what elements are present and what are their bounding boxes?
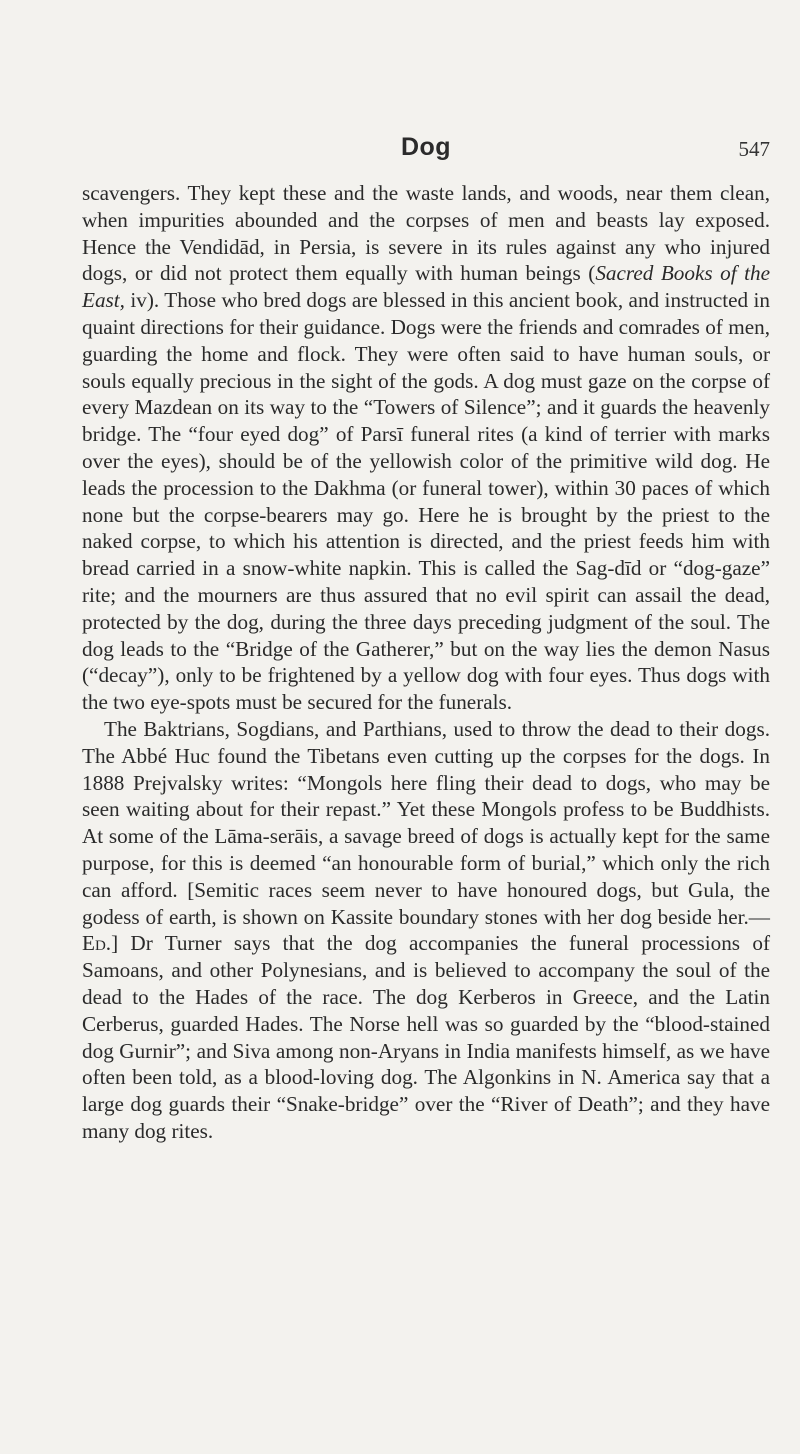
- page-header: [82, 133, 770, 169]
- paragraph-2-text-b: ] Dr Turner says that the dog accompanies the funeral processions of Samoans, and other Polynesians, and is believed to accompany the soul of the dead to the Hades of the race. The dog Kerberos in Greece, and the Latin Cerberus, guarded Hades. The Norse hell was so guarded by the “blood-stained dog Gurnir”; and Siva among non-Aryans in India manifests himself, as we have often been told, as a blood-loving dog. The Algonkins in N. America say that a large dog guards their “Snake-bridge” over the “River of Death”; and they have many dog rites.: [82, 931, 770, 1143]
- running-title: Dog: [400, 133, 452, 161]
- paragraph-2: [82, 716, 770, 1145]
- book-title-italic: Sacred Books of the East,: [82, 261, 770, 313]
- paragraph-1-text-b: iv). Those who bred dogs are blessed in this ancient book, and instructed in quaint directions for their guidance. Dogs were the friends and comrades of men, guarding the home and flock. They were often said to have human souls, or souls equally precious in the sight of the gods. A dog must gaze on the corpse of every Mazdean on its way to the “Towers of Silence”; and it guards the heavenly bridge. The “four eyed dog” of Parsī funeral rites (a kind of terrier with marks over the eyes), should be of the yellowish color of the primitive wild dog. He leads the procession to the Dakhma (or funeral tower), within 30 paces of which none but the corpse-bearers may go. Here he is brought by the priest to the naked corpse, to which his attention is directed, and the priest feeds him with bread carried in a snow-white napkin. This is called the Sag-dīd or “dog-gaze” rite; and the mourners are thus assured that no evil spirit can assail the dead, protected by the dog, during the three days preceding judgment of the soul. The dog leads to the “Bridge of the Gatherer,” but on the way lies the demon Nasus (“decay”), only to be frightened by a yellow dog with four eyes. Thus dogs with the two eye-spots must be secured for the funerals.: [82, 288, 770, 715]
- editor-mark: Ed.: [82, 931, 112, 956]
- paragraph-2-text-a: The Baktrians, Sogdians, and Parthians, used to throw the dead to their dogs. The Abbé Huc found the Tibetans even cutting up the corpses for the dogs. In 1888 Prejvalsky writes: “Mongols here fling their dead to dogs, who may be seen waiting about for their repast.” Yet these Mongols profess to be Buddhists. At some of the Lāma-serāis, a savage breed of dogs is actually kept for the same purpose, for this is deemed “an honourable form of burial,” which only the rich can afford. [Semitic races seem never to have honoured dogs, but Gula, the godess of earth, is shown on Kassite boundary stones with her dog beside her.—: [82, 716, 770, 929]
- body-text: [82, 180, 770, 1145]
- page-number: 547: [738, 137, 770, 161]
- paragraph-1-text-a: scavengers. They kept these and the waste lands, and woods, near them clean, when impurities abounded and the corpses of men and beasts lay exposed. Hence the Vendidād, in Persia, is severe in its rules against any who injured dogs, or did not protect them equally with human beings (: [82, 181, 770, 286]
- paragraph-1: [82, 180, 770, 716]
